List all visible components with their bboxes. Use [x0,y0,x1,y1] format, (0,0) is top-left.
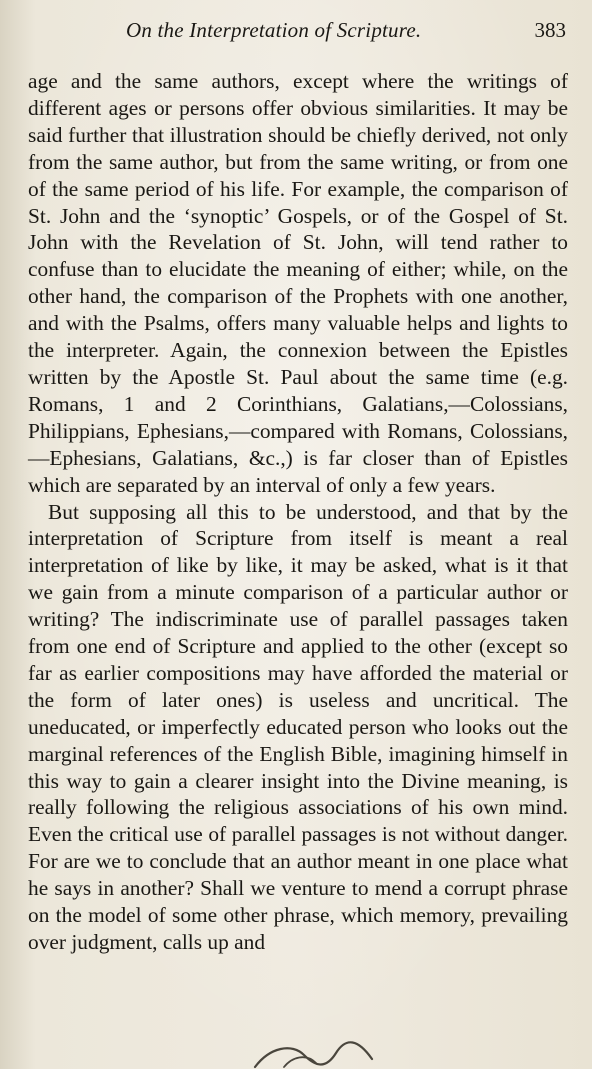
body-text [28,68,568,956]
handwritten-mark [250,1029,390,1069]
running-head [28,18,568,52]
paragraph: But supposing all this to be understood, and that by the interpretation of Scripture from itself is meant a real interpretation of like by like, it may be asked, what is it that we gain from a minute comparison of a particular author or writing? The indiscriminate use of parallel passages taken from one end of Scripture and applied to the other (except so far as earlier compositions may have afforded the material or the form of later ones) is useless and uncritical. The uneducated, or imperfectly educated person who looks out the marginal references of the English Bible, imagining himself in this way to gain a clearer insight into the Divine meaning, is really following the religious associations of his own mind. Even the critical use of parallel passages is not without danger. For are we to conclude that an author meant in one place what he says in another? Shall we venture to mend a corrupt phrase on the model of some other phrase, which memory, prevailing over judgment, calls up and [28,499,568,954]
page-number: 383 [534,18,566,42]
paragraph: age and the same authors, except where the writings of different ages or persons offer obvious similarities. It may be said further that illustration should be chiefly derived, not only from the same author, but from the same writing, or from one of the same period of his life. For example, the comparison of St. John and the ‘synoptic’ Gospels, or of the Gospel of St. John with the Revelation of St. John, will tend rather to confuse than to elucidate the meaning of either; while, on the other hand, the comparison of the Prophets with one another, and with the Psalms, offers many valuable helps and lights to the interpreter. Again, the connexion between the Epistles written by the Apostle St. Paul about the same time (e.g. Romans, 1 and 2 Corinthians, Galatians,—Colossians, Philippians, Ephesians,—compared with Romans, Colossians,—Ephesians, Galatians, &c.,) is far closer than of Epistles which are separated by an interval of only a few years. [28,69,568,497]
running-title: On the Interpretation of Scripture. [126,18,422,42]
